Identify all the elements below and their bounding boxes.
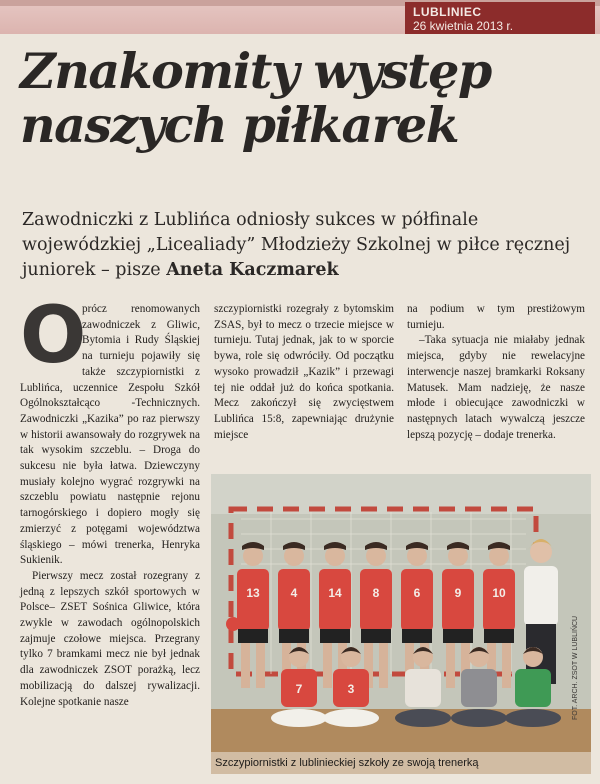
jersey-number: 13 xyxy=(246,586,260,600)
jersey-number: 7 xyxy=(295,682,303,696)
drop-cap: O xyxy=(20,291,87,381)
masthead-place: LUBLINIEC xyxy=(413,5,482,19)
author-name: Aneta Kaczmarek xyxy=(166,260,339,280)
paragraph: prócz renomowanych zawodniczek z Gliwic, Bytomia i Rudy Śląskiej na turnieju pojawiły się także szczypiornistki z Lublińca, uczennice Zespołu Szkół Ogólnokształcąco -Technicznych. Zawodniczki „Kazika” po raz pierwszy w historii awansowały do rozgrywek na tak wysokim szczeblu. – Droga do sukcesu nie była łatwa. Dziewczyny musiały kolejno wygrać rozgrywki na szczeblu powiatu następnie rejonu tarnogórskiego i dopiero mogły się zmierzyć z potęgami województwa śląskiego – mówi trenerka, Henryka Sukienik. xyxy=(20,303,200,567)
paragraph: –Taka sytuacja nie miałaby jednak miejsca, gdyby nie rewelacyjne interwencje naszej bramkarki Roksany Matusek. Mam nadzieję, że nasze młode i obiecujące zawodniczki w następnych latach wywalczą jeszcze lepszą pozycję – dodaje trenerka. xyxy=(407,334,585,441)
jersey-number: 3 xyxy=(347,682,355,696)
team-photo xyxy=(211,474,591,774)
article-column-2 xyxy=(214,302,394,443)
jersey-number: 9 xyxy=(454,586,462,600)
jersey-number: 6 xyxy=(413,586,421,600)
photo-caption: Szczypiornistki z lublinieckiej szkoły ze swoją trenerką xyxy=(211,752,591,774)
jersey-number: 14 xyxy=(328,586,342,600)
handball xyxy=(226,617,240,631)
article-column-1 xyxy=(20,291,200,710)
masthead xyxy=(405,2,595,34)
headline xyxy=(20,44,590,152)
paragraph: Pierwszy mecz został rozegrany z jedną z lepszych szkół sportowych w Polsce– ZSET Sośnica Gliwice, która zwykle w zawodach ogólnopolskich zajmuje czołowe miejsca. Przegrany tylko 7 bramkami mecz nie był jednak dla zawodniczek ZSOT porażką, lecz mobilizacją do dalszej rywalizacji. Kolejne spotkanie nasze xyxy=(20,569,200,708)
paragraph: na podium w tym prestiżowym turnieju. xyxy=(407,303,585,331)
lead-paragraph xyxy=(22,208,587,283)
jersey-number: 8 xyxy=(372,586,380,600)
photo-credit xyxy=(572,706,579,720)
article-column-3 xyxy=(407,302,585,443)
jersey-number: 4 xyxy=(290,586,298,600)
jersey-number: 10 xyxy=(492,586,506,600)
paragraph: szczypiornistki rozegrały z bytomskim ZSAS, był to mecz o trzecie miejsce w turnieju. Tutaj jednak, jak to w sporcie bywa, role się odwróciły. Od początku wysoko prowadził „Kazik” i przewagi tej nie oddał już do końca spotkania. Mecz zakończył się zwycięstwem Lublińca 15:8, zapewniając drużynie miejsce xyxy=(214,303,394,441)
headline-line-2: naszych piłkarek xyxy=(20,96,459,154)
headline-line-1: Znakomity występ xyxy=(20,42,491,100)
lead-text: Zawodniczki z Lublińca odniosły sukces w półfinale wojewódzkiej „Licealiady” Młodzieży Szkolnej w piłce ręcznej juniorek – pisze xyxy=(22,210,571,280)
team-photo-illustration xyxy=(211,474,591,774)
masthead-date: 26 kwietnia 2013 r. xyxy=(413,19,514,33)
